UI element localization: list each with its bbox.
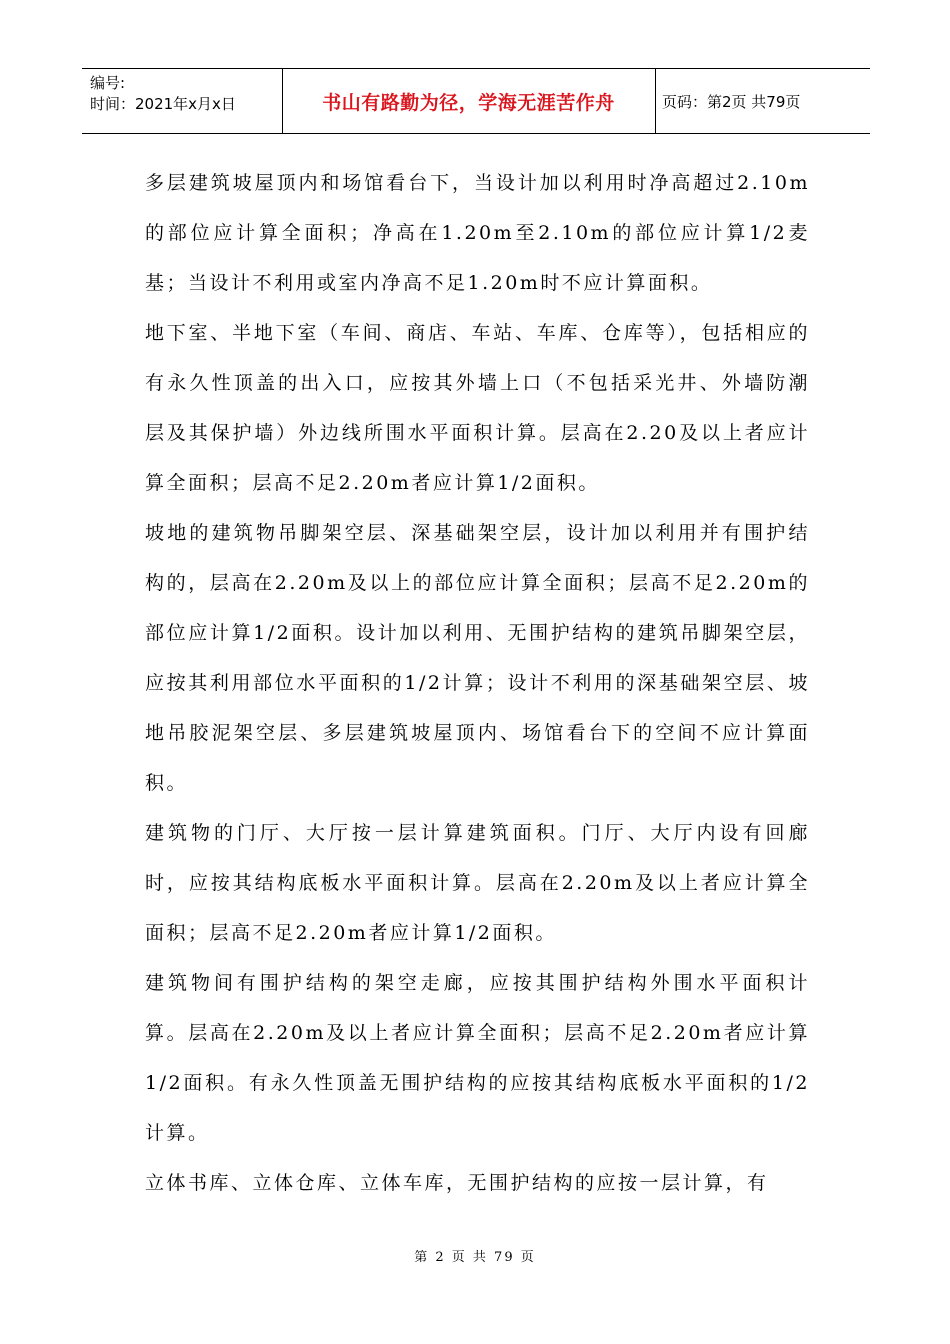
paragraph: 建筑物间有围护结构的架空走廊，应按其围护结构外围水平面积计算。层高在2.20m及以上者应计算全面积；层高不足2.20m者应计算1/2面积。有永久性顶盖无围护结构的应按其结构底板水平面积的1/2计算。	[145, 972, 810, 1144]
time-label: 时间：2021年x月x日	[90, 95, 236, 113]
paragraph: 立体书库、立体仓库、立体车库，无围护结构的应按一层计算，有	[145, 1172, 769, 1194]
document-body	[145, 158, 810, 1208]
page-header	[82, 68, 870, 134]
header-divider	[655, 69, 656, 133]
paragraph: 多层建筑坡屋顶内和场馆看台下，当设计加以利用时净高超过2.10m的部位应计算全面积；净高在1.20m至2.10m的部位应计算1/2麦基；当设计不利用或室内净高不足1.20m时不应计算面积。	[145, 172, 810, 294]
code-label: 编号:	[90, 74, 126, 92]
header-motto: 书山有路勤为径，学海无涯苦作舟	[322, 91, 615, 114]
paragraph: 地下室、半地下室（车间、商店、车站、车库、仓库等），包括相应的有永久性顶盖的出入口，应按其外墙上口（不包括采光井、外墙防潮层及其保护墙）外边线所围水平面积计算。层高在2.20及以上者应计算全面积；层高不足2.20m者应计算1/2面积。	[145, 322, 810, 494]
paragraph: 坡地的建筑物吊脚架空层、深基础架空层，设计加以利用并有围护结构的，层高在2.20m及以上的部位应计算全面积；层高不足2.20m的部位应计算1/2面积。设计加以利用、无围护结构的建筑吊脚架空层，应按其利用部位水平面积的1/2计算；设计不利用的深基础架空层、坡地吊胶泥架空层、多层建筑坡屋顶内、场馆看台下的空间不应计算面积。	[145, 522, 810, 794]
paragraph: 建筑物的门厅、大厅按一层计算建筑面积。门厅、大厅内设有回廊时，应按其结构底板水平面积计算。层高在2.20m及以上者应计算全面积；层高不足2.20m者应计算1/2面积。	[145, 822, 810, 944]
page-footer: 第 2 页 共 79 页	[414, 1250, 536, 1265]
header-page-info: 页码：第2页 共79页	[662, 92, 801, 111]
header-meta	[90, 73, 236, 115]
